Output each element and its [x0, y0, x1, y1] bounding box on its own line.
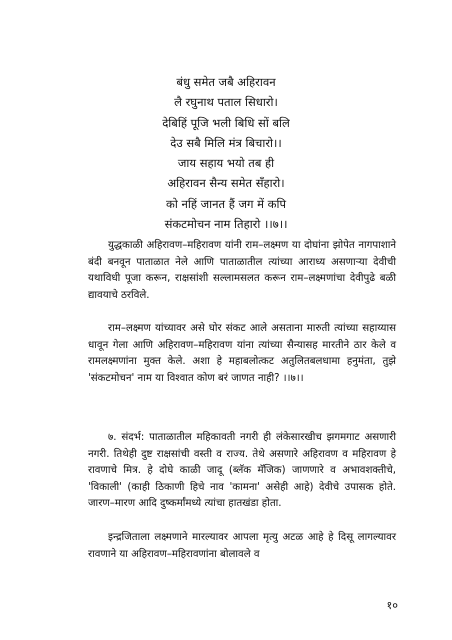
verse-line-5: जाय सहाय भयो तब ही: [177, 156, 275, 171]
paragraph-continuation: इन्द्रजिताला लक्ष्मणाने मारल्यावर आपला मृत्यु अटळ आहे हे दिसू लागल्यावर रावणाने या अहिरावण–महिरावणांना बोलावले व: [88, 532, 396, 560]
verse-line-7: को नहिं जानत हैं जग में कपि: [166, 196, 286, 211]
verse-line-6: अहिरावन सैन्य समेत सँहारो।: [167, 176, 285, 191]
verse-line-4: देउ सबै मिलि मंत्र बिचारो।।: [170, 135, 282, 150]
paragraph-context: युद्धकाळी अहिरावण–महिरावण यांनी राम–लक्ष्मण या दोघांना झोपेत नागपाशाने बंदी बनवून पाताळात नेले आणि पाताळातील त्यांच्या आराध्य असणाऱ्या देवीची यथाविधी पूजा करून, राक्षसांशी सल्लामसलत करून राम–लक्ष्मणांचा देवीपुढे बळी द्यावयाचे ठरविले.: [88, 240, 396, 301]
verse-line-8: संकटमोचन नाम तिहारो ।।७।।: [164, 217, 288, 232]
verse-line-2: लै रघुनाथ पताल सिधारो।: [174, 95, 278, 110]
verse-block: [0, 72, 452, 234]
paragraph-reference: ७. संदर्भ: पाताळातील महिकावती नगरी ही लंकेसारखीच झगमगाट असणारी नगरी. तिथेही दुष्ट राक्षसांची वस्ती व राज्य. तेथे असणारे अहिरावण व महिरावण हे रावणाचे मित्र. हे दोघे काळी जादू (ब्लॅक मॅजिक) जाणणारे व अभावशक्तीचे, 'विकाली' (काही ठिकाणी हिचे नाव 'कामना' असेही आहे) देवीचे उपासक होते. जारण–मारण आदि दुष्कर्मांमध्ये त्यांचा हातखंडा होता.: [88, 432, 396, 510]
verse-line-1: बंधु समेत जबै अहिरावन: [176, 75, 276, 89]
paragraph-meaning: राम–लक्ष्मण यांच्यावर असे घोर संकट आले असताना मारुती त्यांच्या सहाय्यास धावून गेला आणि अहिरावण–महिरावण यांना त्यांच्या सैन्यासह मारतीने ठार केले व रामलक्ष्मणांना मुक्त केले. अशा हे महाबलोत्कट अतुलितबलधामा हनुमंता, तुझे 'संकटमोचन' नाम या विश्वात कोण बरं जाणत नाही? ।।७।।: [88, 323, 396, 384]
verse-line-3: देबिहिं पूजि भली बिधि सों बलि: [162, 115, 290, 130]
page-number: १०: [386, 599, 398, 612]
